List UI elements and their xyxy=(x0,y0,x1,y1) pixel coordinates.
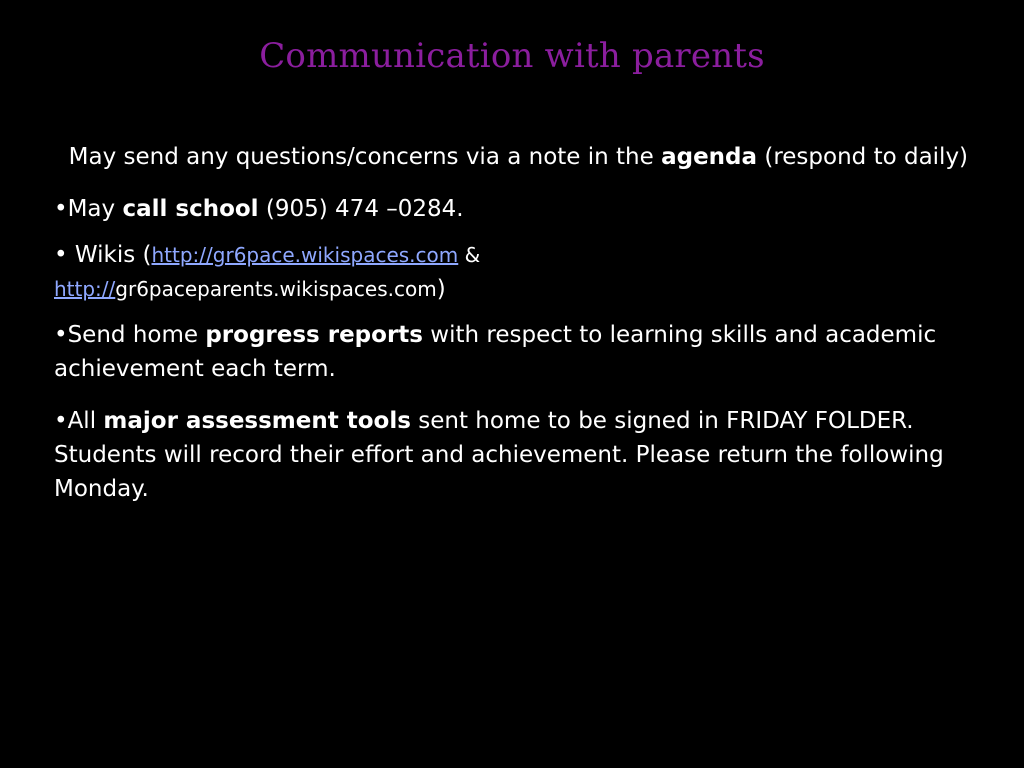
progress-paragraph xyxy=(54,318,974,386)
slide-title: Communication with parents xyxy=(259,36,765,76)
assessment-paragraph xyxy=(54,404,974,506)
wikis-amp: & xyxy=(458,243,481,267)
call-prefix: May xyxy=(67,196,123,222)
agenda-suffix: (respond to daily) xyxy=(757,144,969,170)
call-suffix: (905) 474 –0284. xyxy=(258,196,464,222)
assessment-bold: major assessment tools xyxy=(103,408,411,434)
slide-body xyxy=(54,140,974,524)
bullet: • xyxy=(54,408,68,434)
progress-bold: progress reports xyxy=(205,322,423,348)
agenda-bold: agenda xyxy=(661,144,758,170)
agenda-paragraph xyxy=(54,140,974,174)
bullet: • xyxy=(54,196,68,222)
call-bold: call school xyxy=(122,196,259,222)
bullet: • xyxy=(54,322,68,348)
progress-prefix: Send home xyxy=(67,322,206,348)
assessment-suffix: sent home to be signed in FRIDAY FOLDER. Students will record their effort and achievement. Please return the following Monday. xyxy=(54,408,944,502)
wikis-prefix: Wikis ( xyxy=(67,242,152,268)
agenda-prefix: May send any questions/concerns via a note in the xyxy=(68,144,662,170)
wiki-link-parents[interactable]: http:// xyxy=(54,277,116,301)
wikis-close: ) xyxy=(436,276,446,302)
progress-suffix: with respect to learning skills and academic achievement each term. xyxy=(54,322,937,382)
assessment-prefix: All xyxy=(67,408,104,434)
call-school-paragraph xyxy=(54,192,974,226)
wiki-link-parents-rest: gr6paceparents.wikispaces.com xyxy=(115,277,437,301)
wikis-paragraph xyxy=(54,238,974,306)
bullet: • xyxy=(54,242,68,268)
wiki-link-students[interactable]: http://gr6pace.wikispaces.com xyxy=(151,243,459,267)
